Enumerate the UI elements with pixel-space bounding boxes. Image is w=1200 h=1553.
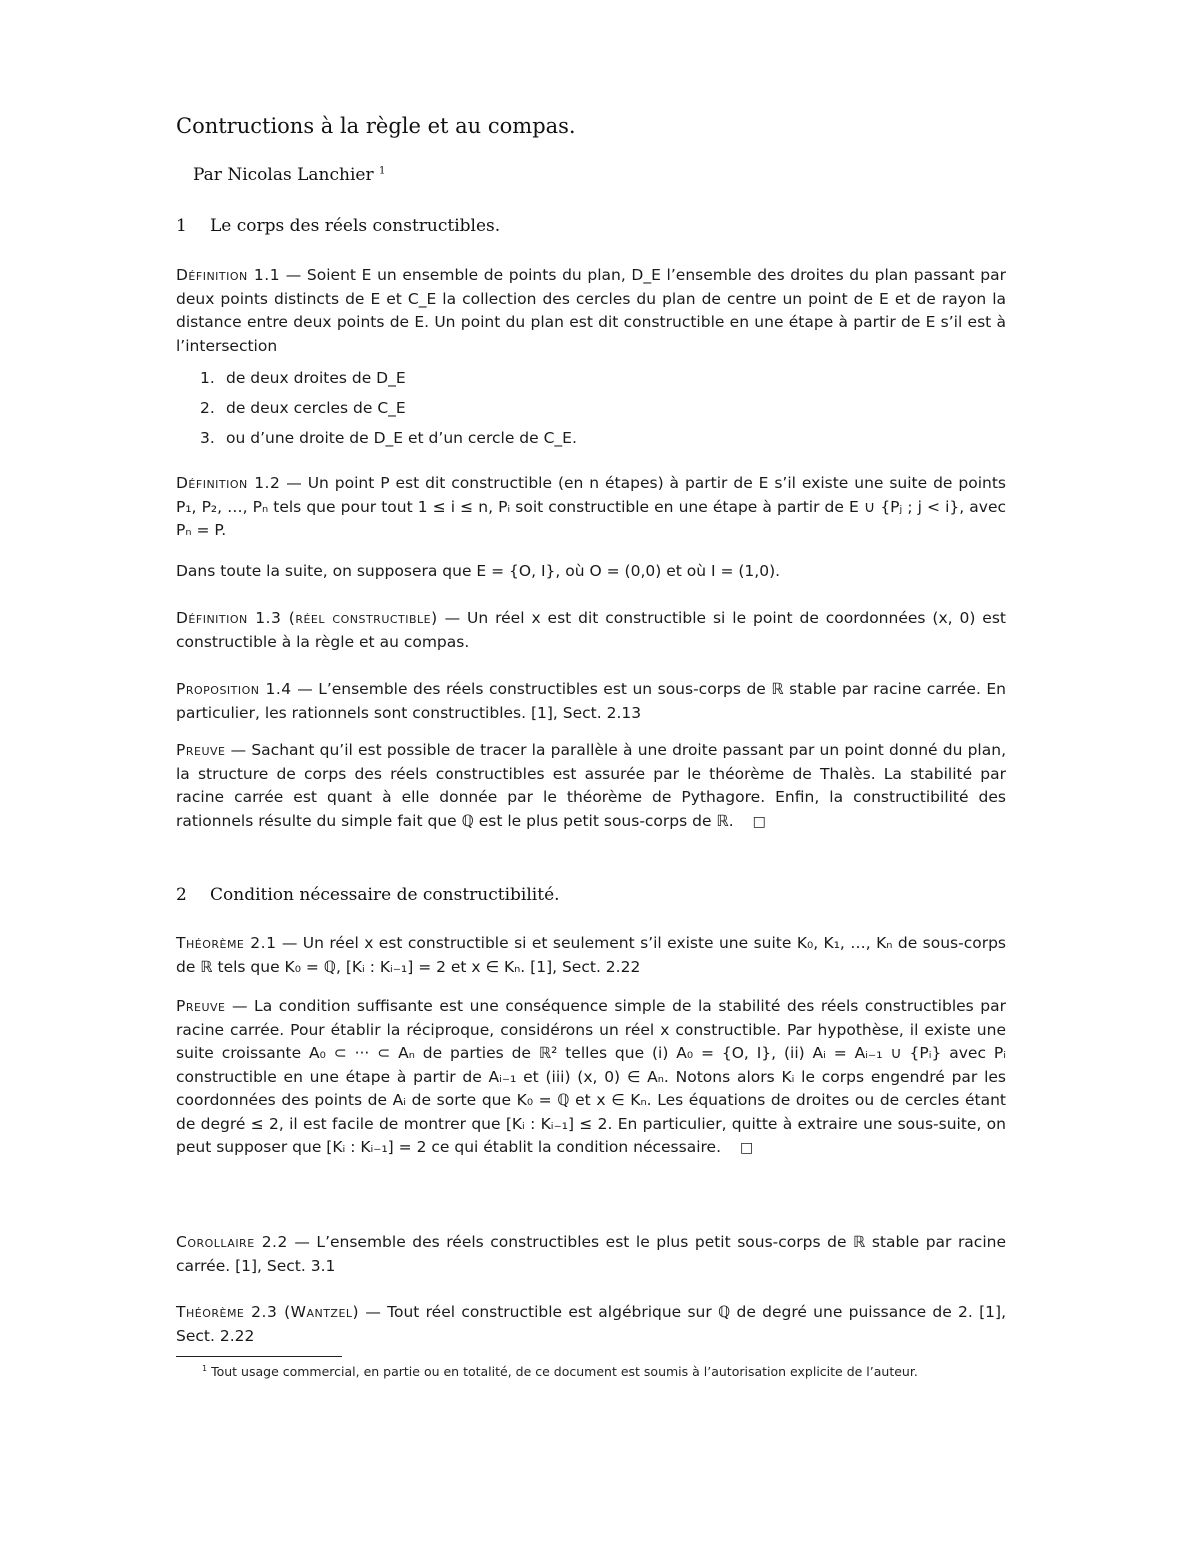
intersection-list <box>176 363 577 453</box>
theorem-text: — Tout réel constructible est algébrique sur ℚ de degré une puissance de 2. [1], Sect. 2.22 <box>176 1303 1006 1345</box>
proof-label: Preuve <box>176 741 226 759</box>
footnote <box>202 1364 918 1379</box>
footnote-text: Tout usage commercial, en partie ou en totalité, de ce document est soumis à l’autorisation explicite de l’auteur. <box>211 1364 918 1380</box>
suite-note: Dans toute la suite, on supposera que E = {O, I}, où O = (0,0) et où I = (1,0). <box>176 562 781 580</box>
proposition-label: Proposition 1.4 <box>176 680 292 698</box>
theorem-2-3 <box>176 1301 1006 1348</box>
footnote-rule <box>176 1356 342 1357</box>
list-item-text: ou d’une droite de D_E et d’un cercle de C_E. <box>226 429 577 447</box>
document-title: Contructions à la règle et au compas. <box>176 114 576 138</box>
list-item <box>176 393 577 423</box>
corollary-2-2 <box>176 1231 1006 1278</box>
proposition-text: — L’ensemble des réels constructibles est un sous-corps de ℝ stable par racine carrée. En particulier, les rationnels sont constructibles. [1], Sect. 2.13 <box>176 680 1006 722</box>
definition-label: Définition 1.3 (réel constructible) <box>176 609 438 627</box>
proof-label: Preuve <box>176 997 226 1015</box>
footnote-mark: 1 <box>202 1364 208 1373</box>
theorem-label: Théorème 2.1 <box>176 934 277 952</box>
theorem-2-1 <box>176 932 1006 979</box>
author-footnote-mark: 1 <box>378 165 386 177</box>
author-name: Par Nicolas Lanchier <box>193 165 374 185</box>
list-item-text: de deux cercles de C_E <box>226 399 406 417</box>
section-number: 2 <box>176 885 187 905</box>
list-item-number: 2. <box>200 399 215 417</box>
section-heading-1 <box>176 216 500 236</box>
list-item-number: 3. <box>200 429 215 447</box>
proof-text: — Sachant qu’il est possible de tracer la parallèle à une droite passant par un point donné du plan, la structure de corps des réels constructibles est assurée par le théorème de Thalès. La stabilité par racine carrée est quant à elle donnée par le théorème de Pythagore. Enfin, la constructibilité des rationnels résulte du simple fait que ℚ est le plus petit sous-corps de ℝ. <box>176 741 1006 830</box>
qed-symbol: □ <box>752 813 766 830</box>
definition-1-1 <box>176 264 1006 358</box>
definition-1-2 <box>176 472 1006 543</box>
section-heading-2 <box>176 885 560 905</box>
corollary-label: Corollaire 2.2 <box>176 1233 288 1251</box>
proposition-1-4 <box>176 678 1006 725</box>
definition-1-3 <box>176 607 1006 654</box>
list-item-text: de deux droites de D_E <box>226 369 406 387</box>
qed-symbol: □ <box>739 1140 754 1156</box>
theorem-label: Théorème 2.3 (Wantzel) <box>176 1303 360 1321</box>
proof-text: — La condition suffisante est une conséquence simple de la stabilité des réels constructibles par racine carrée. Pour établir la réciproque, considérons un réel x constructible. Par hypothèse, il existe une suite croissante A₀ ⊂ ··· ⊂ Aₙ de parties de ℝ² telles que (i) A₀ = {O, I}, (ii) Aᵢ = Aᵢ₋₁ ∪ {Pᵢ} avec Pᵢ constructible en une étape à partir de Aᵢ₋₁ et (iii) (x, 0) ∈ Aₙ. Notons alors Kᵢ le corps engendré par les coordonnées des points de Aᵢ de sorte que K₀ = ℚ et x ∈ Kₙ. Les équations de droites ou de cercles étant de degré ≤ 2, il est facile de montrer que [Kᵢ : Kᵢ₋₁] ≤ 2. En particulier, quitte à extraire une sous-suite, on peut supposer que [Kᵢ : Kᵢ₋₁] = 2 ce qui établit la condition nécessaire. <box>176 997 1006 1156</box>
definition-text: — Soient E un ensemble de points du plan, D_E l’ensemble des droites du plan passant par deux points distincts de E et C_E la collection des cercles du plan de centre un point de E et de rayon la distance entre deux points de E. Un point du plan est dit constructible en une étape à partir de E s’il est à l’intersection <box>176 266 1006 355</box>
section-title: Condition nécessaire de constructibilité. <box>210 885 560 905</box>
corollary-text: — L’ensemble des réels constructibles est le plus petit sous-corps de ℝ stable par racine carrée. [1], Sect. 3.1 <box>176 1233 1006 1275</box>
section-title: Le corps des réels constructibles. <box>210 216 501 236</box>
definition-text: — Un réel x est dit constructible si le point de coordonnées (x, 0) est constructible à la règle et au compas. <box>176 609 1006 651</box>
theorem-text: — Un réel x est constructible si et seulement s’il existe une suite K₀, K₁, …, Kₙ de sous-corps de ℝ tels que K₀ = ℚ, [Kᵢ : Kᵢ₋₁] = 2 et x ∈ Kₙ. [1], Sect. 2.22 <box>176 934 1006 976</box>
author-line <box>193 165 385 185</box>
list-item <box>176 363 577 393</box>
list-item <box>176 423 577 453</box>
proof-2-1 <box>176 995 1006 1161</box>
definition-text: — Un point P est dit constructible (en n étapes) à partir de E s’il existe une suite de points P₁, P₂, …, Pₙ tels que pour tout 1 ≤ i ≤ n, Pᵢ soit constructible en une étape à partir de E ∪ {Pⱼ ; j < i}, avec Pₙ = P. <box>176 474 1006 539</box>
definition-label: Définition 1.1 <box>176 266 281 284</box>
list-item-number: 1. <box>200 369 215 387</box>
definition-label: Définition 1.2 <box>176 474 281 492</box>
proof-1-4 <box>176 739 1006 834</box>
section-number: 1 <box>176 216 187 236</box>
